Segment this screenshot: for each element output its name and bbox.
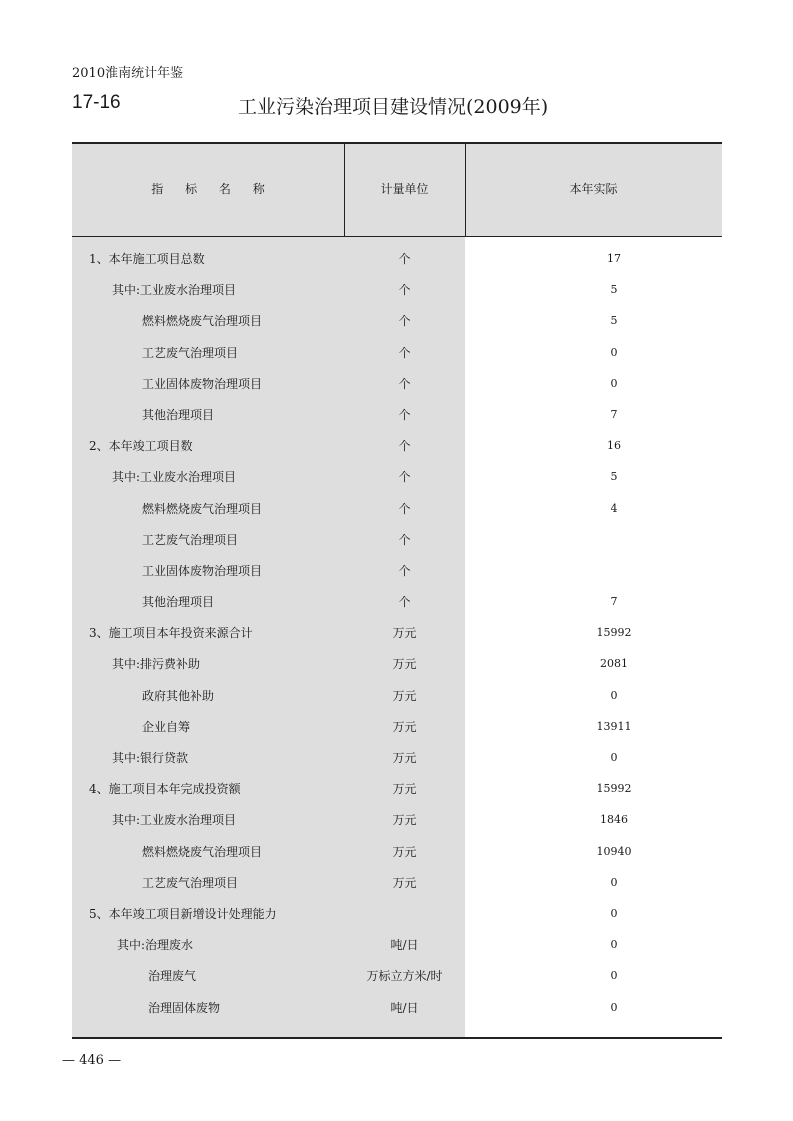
row-label: 2、本年竣工项目数 bbox=[89, 439, 193, 454]
row-label: 其中:工业废水治理项目 bbox=[112, 470, 237, 485]
row-label: 其他治理项目 bbox=[142, 595, 215, 610]
row-unit: 万元 bbox=[392, 688, 417, 703]
row-unit: 个 bbox=[398, 345, 411, 360]
row-unit: 万元 bbox=[392, 782, 417, 797]
column-header-unit: 计量单位 bbox=[380, 182, 429, 196]
table-row bbox=[72, 868, 722, 899]
table-number: 17-16 bbox=[72, 92, 121, 113]
row-unit: 个 bbox=[398, 532, 411, 547]
table-row bbox=[72, 899, 722, 930]
table-row bbox=[72, 556, 722, 587]
row-value: 13911 bbox=[596, 719, 632, 733]
row-unit: 万元 bbox=[392, 751, 417, 765]
table-row bbox=[72, 649, 722, 680]
row-label: 1、本年施工项目总数 bbox=[89, 252, 205, 266]
table-row bbox=[72, 743, 722, 774]
row-value: 2081 bbox=[600, 657, 628, 671]
row-value: 5 bbox=[610, 283, 618, 297]
table-title: 工业污染治理项目建设情况(2009年) bbox=[238, 96, 549, 118]
row-label: 治理废气 bbox=[148, 969, 197, 984]
book-title: 2010淮南统计年鉴 bbox=[72, 66, 184, 81]
table-row bbox=[72, 462, 722, 493]
row-label: 政府其他补助 bbox=[142, 688, 215, 703]
row-label: 其中:工业废水治理项目 bbox=[112, 283, 237, 298]
page-number: — 446 — bbox=[62, 1053, 122, 1068]
row-value: 7 bbox=[610, 407, 618, 421]
row-value: 0 bbox=[610, 875, 618, 889]
row-label: 燃料燃烧废气治理项目 bbox=[142, 501, 263, 516]
row-label: 其中:排污费补助 bbox=[112, 657, 201, 672]
row-unit: 个 bbox=[398, 314, 411, 329]
table-row bbox=[72, 369, 722, 400]
row-unit: 吨/日 bbox=[390, 938, 419, 953]
row-label: 治理固体废物 bbox=[148, 1000, 221, 1015]
row-unit: 个 bbox=[398, 595, 411, 610]
row-unit: 个 bbox=[398, 252, 411, 266]
row-label: 4、施工项目本年完成投资额 bbox=[89, 782, 241, 797]
table-row bbox=[72, 993, 722, 1024]
row-label: 工艺废气治理项目 bbox=[142, 345, 239, 360]
table-bottom-rule bbox=[72, 1037, 722, 1039]
row-unit: 万元 bbox=[392, 844, 417, 859]
row-value: 4 bbox=[610, 501, 618, 515]
row-unit: 个 bbox=[398, 563, 411, 578]
row-label: 其中:银行贷款 bbox=[112, 751, 189, 765]
row-label: 燃料燃烧废气治理项目 bbox=[142, 314, 263, 329]
row-label: 其中:治理废水 bbox=[117, 938, 194, 953]
table-row bbox=[72, 961, 722, 992]
row-label: 3、施工项目本年投资来源合计 bbox=[89, 626, 253, 641]
row-unit: 个 bbox=[398, 376, 411, 391]
row-unit: 个 bbox=[398, 407, 411, 422]
row-unit: 万元 bbox=[392, 657, 417, 672]
row-unit: 万元 bbox=[392, 719, 417, 734]
row-unit: 个 bbox=[398, 470, 411, 485]
row-unit: 万标立方米/时 bbox=[366, 969, 443, 984]
row-label: 5、本年竣工项目新增设计处理能力 bbox=[89, 906, 277, 921]
row-value: 17 bbox=[607, 252, 621, 265]
table-row bbox=[72, 400, 722, 431]
row-value: 0 bbox=[610, 376, 618, 390]
table-row bbox=[72, 338, 722, 369]
row-value: 0 bbox=[610, 969, 618, 983]
row-value: 15992 bbox=[596, 782, 632, 796]
table-row bbox=[72, 275, 722, 306]
row-value: 0 bbox=[610, 688, 618, 702]
row-value: 1846 bbox=[600, 813, 628, 827]
table-header-rule bbox=[72, 236, 722, 237]
row-label: 工艺废气治理项目 bbox=[142, 875, 239, 890]
table-row bbox=[72, 494, 722, 525]
row-label: 燃料燃烧废气治理项目 bbox=[142, 844, 263, 859]
row-value: 16 bbox=[607, 439, 621, 453]
row-value: 7 bbox=[610, 595, 618, 609]
pollution-projects-table bbox=[72, 142, 722, 1039]
row-label: 其他治理项目 bbox=[142, 407, 215, 422]
table-row bbox=[72, 525, 722, 556]
table-row bbox=[72, 774, 722, 805]
row-value: 0 bbox=[610, 938, 618, 952]
table-row bbox=[72, 712, 722, 743]
row-label: 工业固体废物治理项目 bbox=[142, 376, 263, 391]
row-unit: 万元 bbox=[392, 875, 417, 890]
row-unit: 吨/日 bbox=[390, 1000, 419, 1015]
table-top-rule bbox=[72, 142, 722, 144]
row-label: 其中:工业废水治理项目 bbox=[112, 813, 237, 828]
row-value: 0 bbox=[610, 751, 618, 764]
table-row bbox=[72, 618, 722, 649]
table-row bbox=[72, 681, 722, 712]
table-row bbox=[72, 306, 722, 337]
table-body bbox=[72, 244, 722, 1024]
column-header-name: 指 标 名 称 bbox=[151, 182, 265, 196]
row-unit: 万元 bbox=[392, 813, 417, 828]
table-row bbox=[72, 805, 722, 836]
row-value: 0 bbox=[610, 345, 618, 359]
row-value: 10940 bbox=[596, 844, 632, 858]
row-value: 5 bbox=[610, 314, 618, 328]
table-row bbox=[72, 930, 722, 961]
row-label: 工业固体废物治理项目 bbox=[142, 563, 263, 578]
row-label: 工艺废气治理项目 bbox=[142, 532, 239, 547]
row-value: 15992 bbox=[596, 626, 632, 640]
row-value: 0 bbox=[610, 1000, 618, 1014]
row-unit: 个 bbox=[398, 439, 411, 454]
row-value: 0 bbox=[610, 906, 618, 920]
row-unit: 万元 bbox=[392, 626, 417, 641]
column-header-value: 本年实际 bbox=[569, 182, 618, 196]
table-row bbox=[72, 587, 722, 618]
row-unit: 个 bbox=[398, 283, 411, 298]
table-row bbox=[72, 244, 722, 275]
row-value: 5 bbox=[610, 470, 618, 484]
row-label: 企业自筹 bbox=[142, 719, 191, 734]
row-unit: 个 bbox=[398, 501, 411, 516]
table-row bbox=[72, 431, 722, 462]
table-row bbox=[72, 837, 722, 868]
